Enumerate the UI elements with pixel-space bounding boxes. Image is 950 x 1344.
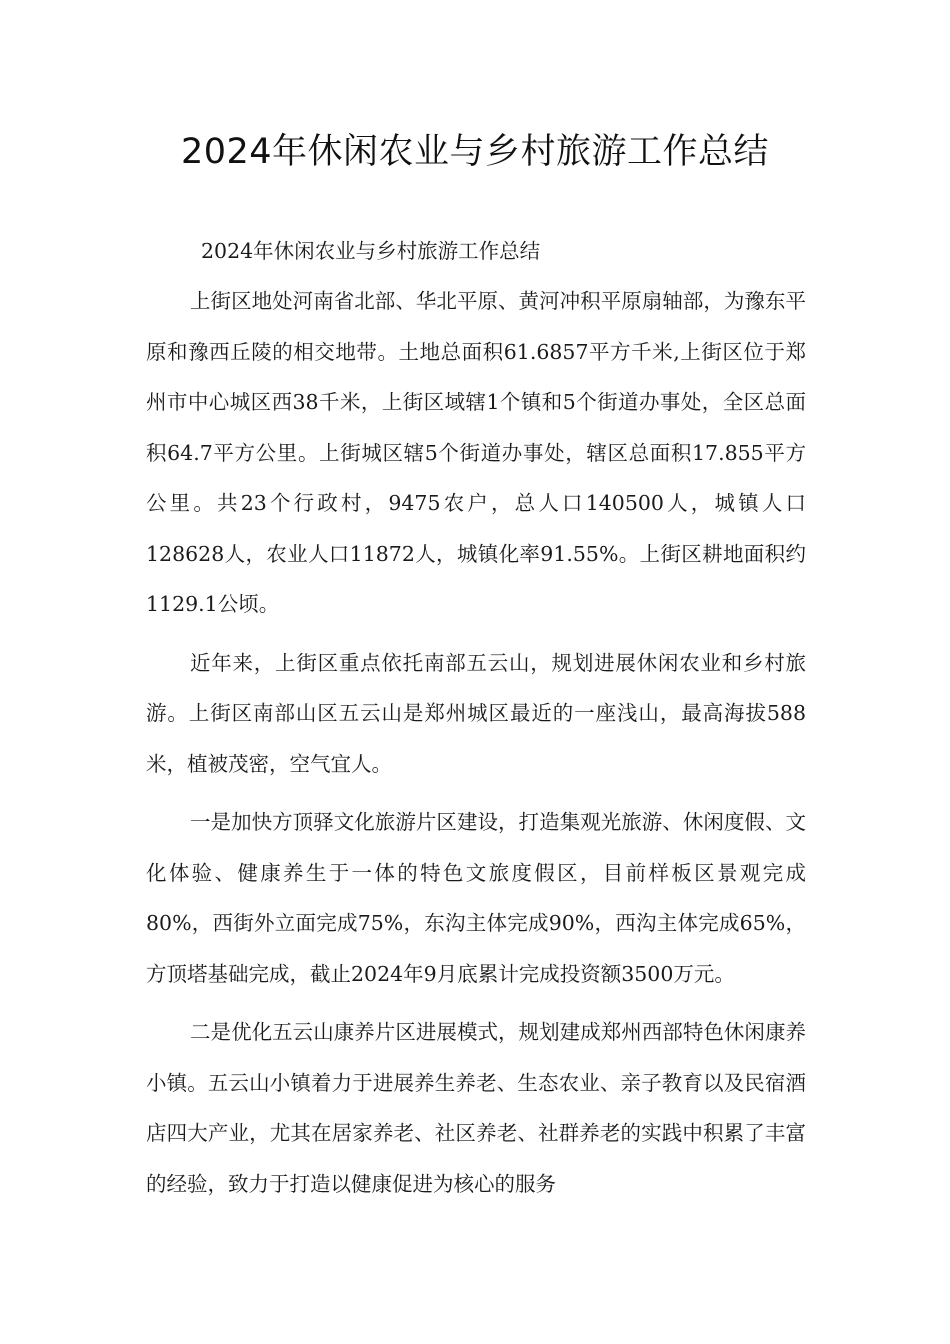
paragraph-recent-years: 近年来，上街区重点依托南部五云山，规划进展休闲农业和乡村旅游。上街区南部山区五云山是郑州城区最近的一座浅山，最高海拔588米，植被茂密，空气宜人。 (146, 650, 806, 776)
paragraph-point-two: 二是优化五云山康养片区进展模式，规划建成郑州西部特色休闲康养小镇。五云山小镇着力于进展养生养老、生态农业、亲子教育以及民宿酒店四大产业，尤其在居家养老、社区养老、社群养老的实践中积累了丰富的经验，致力于打造以健康促进为核心的服务 (146, 1020, 806, 1196)
document-title: 2024年休闲农业与乡村旅游工作总结 (180, 132, 770, 172)
paragraph-overview: 上街区地处河南省北部、华北平原、黄河冲积平原扇轴部，为豫东平原和豫西丘陵的相交地带。土地总面积61.6857平方千米,上街区位于郑州市中心城区西38千米，上街区域辖1个镇和5个街道办事处，全区总面积64.7平方公里。上街城区辖5个街道办事处，辖区总面积17.855平方公里。共23个行政村，9475农户，总人口140500人，城镇人口128628人，农业人口11872人，城镇化率91.55%。上街区耕地面积约1129.1公顷。 (146, 289, 806, 616)
paragraph-point-one: 一是加快方顶驿文化旅游片区建设，打造集观光旅游、休闲度假、文化体验、健康养生于一体的特色文旅度假区，目前样板区景观完成80%，西街外立面完成75%，东沟主体完成90%，西沟主体完成65%，方顶塔基础完成，截止2024年9月底累计完成投资额3500万元。 (146, 810, 806, 986)
document-subtitle: 2024年休闲农业与乡村旅游工作总结 (201, 239, 541, 263)
document-body (146, 228, 806, 1217)
